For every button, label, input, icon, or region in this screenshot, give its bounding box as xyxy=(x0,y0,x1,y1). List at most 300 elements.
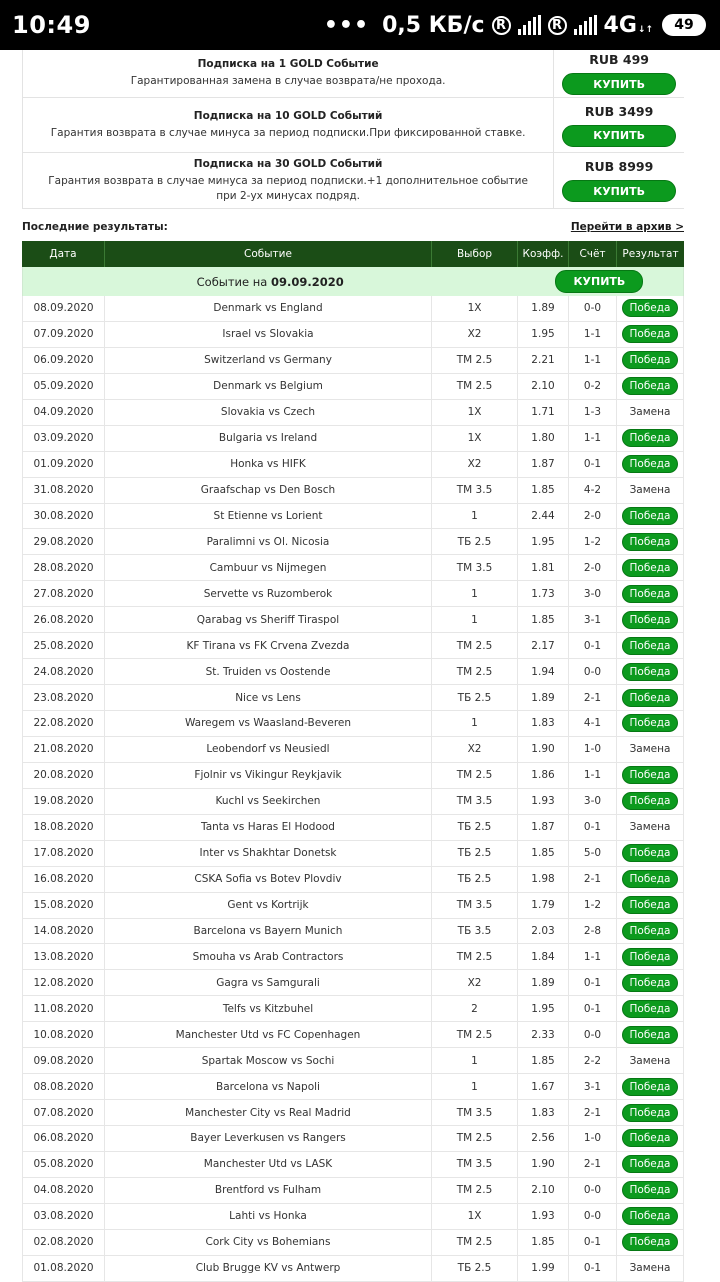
cell-date: 05.09.2020 xyxy=(22,374,105,399)
table-row xyxy=(22,659,684,685)
cell-date: 21.08.2020 xyxy=(22,737,105,762)
cell-event: Inter vs Shakhtar Donetsk xyxy=(105,841,432,866)
cell-result xyxy=(617,1230,684,1255)
cell-score: 0-1 xyxy=(569,1256,617,1281)
table-row xyxy=(22,1178,684,1204)
table-row xyxy=(22,1230,684,1256)
cell-event: KF Tirana vs FK Crvena Zvezda xyxy=(105,633,432,658)
cell-score: 1-2 xyxy=(569,893,617,918)
cell-pick: ТМ 2.5 xyxy=(432,633,518,658)
cell-pick: ТБ 2.5 xyxy=(432,815,518,840)
cell-pick: ТМ 2.5 xyxy=(432,1022,518,1047)
cell-result xyxy=(617,555,684,580)
network-type xyxy=(604,13,653,38)
cell-date: 18.08.2020 xyxy=(22,815,105,840)
status-bar xyxy=(0,0,720,50)
result-win-badge: Победа xyxy=(622,1233,679,1251)
cell-date: 04.09.2020 xyxy=(22,400,105,425)
table-row xyxy=(22,996,684,1022)
cell-date: 08.09.2020 xyxy=(22,296,105,321)
column-header-result: Результат xyxy=(622,248,679,260)
result-win-badge: Победа xyxy=(622,714,679,732)
cell-event: Qarabag vs Sheriff Tiraspol xyxy=(105,607,432,632)
result-win-badge: Победа xyxy=(622,455,679,473)
cell-result xyxy=(617,867,684,892)
cell-result xyxy=(617,1074,684,1099)
cell-odds: 2.56 xyxy=(518,1126,569,1151)
cell-odds: 1.95 xyxy=(518,529,569,554)
result-win-badge: Победа xyxy=(622,922,679,940)
buy-button[interactable]: КУПИТЬ xyxy=(562,125,676,147)
result-win-badge: Победа xyxy=(622,1181,679,1199)
cell-event: Denmark vs Belgium xyxy=(105,374,432,399)
cell-date: 09.08.2020 xyxy=(22,1048,105,1073)
result-win-badge: Победа xyxy=(622,792,679,810)
cell-pick: X2 xyxy=(432,970,518,995)
cell-result xyxy=(617,400,684,425)
cell-score: 5-0 xyxy=(569,841,617,866)
cell-event: Servette vs Ruzomberok xyxy=(105,581,432,606)
cell-result xyxy=(617,711,684,736)
cell-result xyxy=(617,529,684,554)
subscription-title: Подписка на 10 GOLD Событий xyxy=(193,109,383,122)
network-speed: 0,5 КБ/с xyxy=(382,12,485,38)
cell-score: 1-2 xyxy=(569,529,617,554)
table-row xyxy=(22,633,684,659)
cell-score: 0-0 xyxy=(569,1204,617,1229)
subscription-row xyxy=(22,50,684,98)
cell-score: 2-0 xyxy=(569,555,617,580)
table-row xyxy=(22,711,684,737)
cell-event: Smouha vs Arab Contractors xyxy=(105,944,432,969)
cell-date: 28.08.2020 xyxy=(22,555,105,580)
cell-event: Manchester Utd vs FC Copenhagen xyxy=(105,1022,432,1047)
table-body xyxy=(22,296,684,1282)
cell-result xyxy=(617,1256,684,1281)
cell-result xyxy=(617,1022,684,1047)
result-win-badge: Победа xyxy=(622,325,679,343)
cell-pick: 2 xyxy=(432,996,518,1021)
column-header-date: Дата xyxy=(22,241,105,267)
cell-odds: 1.87 xyxy=(518,452,569,477)
cell-score: 1-1 xyxy=(569,763,617,788)
cell-date: 19.08.2020 xyxy=(22,789,105,814)
cell-pick: ТМ 2.5 xyxy=(432,1126,518,1151)
cell-date: 01.08.2020 xyxy=(22,1256,105,1281)
cell-date: 01.09.2020 xyxy=(22,452,105,477)
result-replace-label: Замена xyxy=(629,743,671,756)
cell-date: 06.09.2020 xyxy=(22,348,105,373)
subscription-price: RUB 3499 xyxy=(584,103,654,119)
cell-pick: ТБ 2.5 xyxy=(432,867,518,892)
result-win-badge: Победа xyxy=(622,299,679,317)
cell-date: 06.08.2020 xyxy=(22,1126,105,1151)
cell-score: 0-0 xyxy=(569,659,617,684)
table-row xyxy=(22,374,684,400)
cell-result xyxy=(617,1178,684,1203)
result-win-badge: Победа xyxy=(622,948,679,966)
cell-pick: ТБ 2.5 xyxy=(432,685,518,710)
cell-pick: 1X xyxy=(432,426,518,451)
cell-event: Waregem vs Waasland-Beveren xyxy=(105,711,432,736)
cell-event: Paralimni vs Ol. Nicosia xyxy=(105,529,432,554)
cell-odds: 1.90 xyxy=(518,737,569,762)
cell-event: CSKA Sofia vs Botev Plovdiv xyxy=(105,867,432,892)
cell-date: 30.08.2020 xyxy=(22,504,105,529)
network-type-label: 4G xyxy=(603,12,637,38)
cell-date: 11.08.2020 xyxy=(22,996,105,1021)
result-win-badge: Победа xyxy=(622,766,679,784)
cell-event: Israel vs Slovakia xyxy=(105,322,432,347)
cell-odds: 2.44 xyxy=(518,504,569,529)
table-row xyxy=(22,1126,684,1152)
status-icons xyxy=(324,13,706,38)
table-row xyxy=(22,1256,684,1282)
cell-pick: ТМ 3.5 xyxy=(432,1152,518,1177)
result-win-badge: Победа xyxy=(622,429,679,447)
result-replace-label: Замена xyxy=(629,406,671,419)
cell-score: 4-2 xyxy=(569,478,617,503)
cell-score: 1-1 xyxy=(569,426,617,451)
cell-odds: 1.79 xyxy=(518,893,569,918)
promo-text xyxy=(23,275,517,289)
subscription-description: Гарантия возврата в случае минуса за период подписки.+1 дополнительное событие при 2-ух минусах подряд. xyxy=(48,174,528,202)
subscription-row xyxy=(22,98,684,153)
cell-pick: ТМ 2.5 xyxy=(432,659,518,684)
cell-odds: 1.89 xyxy=(518,970,569,995)
cell-result xyxy=(617,659,684,684)
table-row xyxy=(22,1100,684,1126)
cell-result xyxy=(617,296,684,321)
cell-odds: 2.03 xyxy=(518,919,569,944)
cell-odds: 1.89 xyxy=(518,296,569,321)
cell-date: 10.08.2020 xyxy=(22,1022,105,1047)
table-row xyxy=(22,529,684,555)
promo-buy-button[interactable]: КУПИТЬ xyxy=(555,270,643,293)
result-replace-label: Замена xyxy=(629,484,671,497)
cell-event: St. Truiden vs Oostende xyxy=(105,659,432,684)
table-row xyxy=(22,1048,684,1074)
cell-date: 24.08.2020 xyxy=(22,659,105,684)
cell-event: Club Brugge KV vs Antwerp xyxy=(105,1256,432,1281)
cell-date: 23.08.2020 xyxy=(22,685,105,710)
table-row xyxy=(22,1152,684,1178)
cell-event: Slovakia vs Czech xyxy=(105,400,432,425)
cell-odds: 1.93 xyxy=(518,789,569,814)
cell-event: Fjolnir vs Vikingur Reykjavik xyxy=(105,763,432,788)
cell-result xyxy=(617,607,684,632)
subscription-price: RUB 8999 xyxy=(584,159,654,174)
cell-date: 14.08.2020 xyxy=(22,919,105,944)
cell-event: Barcelona vs Napoli xyxy=(105,1074,432,1099)
cell-result xyxy=(617,374,684,399)
results-table xyxy=(22,241,684,1282)
cell-score: 0-1 xyxy=(569,970,617,995)
table-row xyxy=(22,1204,684,1230)
cell-result xyxy=(617,1126,684,1151)
cell-odds: 2.10 xyxy=(518,1178,569,1203)
column-header-event: Событие xyxy=(105,241,432,267)
column-header-pick: Выбор xyxy=(432,241,518,267)
table-row xyxy=(22,789,684,815)
cell-event: Lahti vs Honka xyxy=(105,1204,432,1229)
cell-result xyxy=(617,789,684,814)
cell-event: Bayer Leverkusen vs Rangers xyxy=(105,1126,432,1151)
cell-event: St Etienne vs Lorient xyxy=(105,504,432,529)
cell-date: 07.09.2020 xyxy=(22,322,105,347)
subscription-purchase xyxy=(554,153,684,208)
subscription-info xyxy=(23,153,554,208)
cell-pick: 1X xyxy=(432,1204,518,1229)
cell-event: Nice vs Lens xyxy=(105,685,432,710)
cell-event: Kuchl vs Seekirchen xyxy=(105,789,432,814)
cell-result xyxy=(617,944,684,969)
cell-odds: 1.67 xyxy=(518,1074,569,1099)
subscription-title: Подписка на 30 GOLD Событий xyxy=(193,157,383,170)
cell-result xyxy=(617,581,684,606)
table-row xyxy=(22,348,684,374)
result-win-badge: Победа xyxy=(622,377,679,395)
cell-score: 2-1 xyxy=(569,867,617,892)
result-replace-label: Замена xyxy=(629,1262,671,1275)
cell-event: Denmark vs England xyxy=(105,296,432,321)
table-row xyxy=(22,919,684,945)
cell-odds: 1.81 xyxy=(518,555,569,580)
cell-pick: 1 xyxy=(432,607,518,632)
cell-result xyxy=(617,763,684,788)
promo-button-wrap xyxy=(517,270,683,293)
subscription-info xyxy=(23,50,554,97)
cell-result xyxy=(617,1100,684,1125)
cell-pick: ТМ 3.5 xyxy=(432,893,518,918)
cell-result xyxy=(617,322,684,347)
signal-icon-2 xyxy=(574,15,597,35)
cell-pick: ТБ 2.5 xyxy=(432,841,518,866)
table-header xyxy=(22,241,684,267)
cell-date: 25.08.2020 xyxy=(22,633,105,658)
cell-result xyxy=(617,919,684,944)
cell-score: 3-0 xyxy=(569,789,617,814)
cell-event: Bulgaria vs Ireland xyxy=(105,426,432,451)
cell-odds: 1.93 xyxy=(518,1204,569,1229)
cell-date: 16.08.2020 xyxy=(22,867,105,892)
cell-odds: 1.85 xyxy=(518,1230,569,1255)
cell-pick: ТБ 2.5 xyxy=(432,529,518,554)
cell-date: 03.09.2020 xyxy=(22,426,105,451)
cell-score: 0-1 xyxy=(569,1230,617,1255)
subscription-purchase xyxy=(554,98,684,152)
cell-odds: 2.21 xyxy=(518,348,569,373)
subscription-price: RUB 499 xyxy=(589,52,649,67)
cell-date: 20.08.2020 xyxy=(22,763,105,788)
result-win-badge: Победа xyxy=(622,533,679,551)
promo-prefix: Событие на xyxy=(196,274,268,289)
cell-score: 3-0 xyxy=(569,581,617,606)
cell-result xyxy=(617,815,684,840)
cell-score: 1-3 xyxy=(569,400,617,425)
cell-score: 3-1 xyxy=(569,607,617,632)
cell-score: 2-2 xyxy=(569,1048,617,1073)
result-win-badge: Победа xyxy=(622,1155,679,1173)
table-row xyxy=(22,322,684,348)
table-row xyxy=(22,685,684,711)
result-win-badge: Победа xyxy=(622,1104,679,1122)
buy-button[interactable]: КУПИТЬ xyxy=(562,73,676,95)
result-win-badge: Победа xyxy=(622,1129,679,1147)
cell-result xyxy=(617,996,684,1021)
table-row xyxy=(22,296,684,322)
signal-icon xyxy=(518,15,541,35)
cell-pick: ТМ 2.5 xyxy=(432,944,518,969)
table-row xyxy=(22,452,684,478)
subscription-purchase xyxy=(554,50,684,97)
result-win-badge: Победа xyxy=(622,844,679,862)
table-row xyxy=(22,555,684,581)
cell-event: Gagra vs Samgurali xyxy=(105,970,432,995)
promo-date: 09.09.2020 xyxy=(271,274,344,289)
cell-score: 2-8 xyxy=(569,919,617,944)
cell-odds: 1.95 xyxy=(518,996,569,1021)
cell-pick: X2 xyxy=(432,452,518,477)
cell-odds: 2.33 xyxy=(518,1022,569,1047)
subscription-description: Гарантированная замена в случае возврата/не прохода. xyxy=(130,75,446,87)
column-header-score: Счёт xyxy=(569,241,617,267)
result-win-badge: Победа xyxy=(622,663,679,681)
cell-score: 1-0 xyxy=(569,737,617,762)
cell-odds: 1.99 xyxy=(518,1256,569,1281)
cell-odds: 1.98 xyxy=(518,867,569,892)
table-row xyxy=(22,841,684,867)
cell-result xyxy=(617,1204,684,1229)
cell-date: 13.08.2020 xyxy=(22,944,105,969)
data-activity-icon: ↓↑ xyxy=(637,24,653,35)
cell-result xyxy=(617,970,684,995)
cell-event: Leobendorf vs Neusiedl xyxy=(105,737,432,762)
cell-score: 4-1 xyxy=(569,711,617,736)
subscription-description: Гарантия возврата в случае минуса за период подписки.При фиксированной ставке. xyxy=(50,126,526,139)
cell-odds: 2.10 xyxy=(518,374,569,399)
cell-pick: ТБ 3.5 xyxy=(432,919,518,944)
cell-date: 04.08.2020 xyxy=(22,1178,105,1203)
cell-odds: 1.85 xyxy=(518,841,569,866)
cell-pick: ТМ 2.5 xyxy=(432,374,518,399)
cell-score: 0-1 xyxy=(569,815,617,840)
results-header xyxy=(22,218,684,236)
table-row xyxy=(22,815,684,841)
cell-pick: 1 xyxy=(432,504,518,529)
cell-pick: 1X xyxy=(432,400,518,425)
table-row xyxy=(22,737,684,763)
result-win-badge: Победа xyxy=(622,896,679,914)
cell-pick: ТМ 3.5 xyxy=(432,555,518,580)
cell-pick: 1 xyxy=(432,581,518,606)
cell-score: 1-0 xyxy=(569,1126,617,1151)
cell-odds: 1.87 xyxy=(518,815,569,840)
cell-result xyxy=(617,1048,684,1073)
cell-score: 2-1 xyxy=(569,685,617,710)
table-row xyxy=(22,478,684,504)
result-win-badge: Победа xyxy=(622,351,679,369)
result-win-badge: Победа xyxy=(622,689,679,707)
cell-result xyxy=(617,737,684,762)
result-win-badge: Победа xyxy=(622,1026,679,1044)
cell-event: Manchester Utd vs LASK xyxy=(105,1152,432,1177)
cell-date: 15.08.2020 xyxy=(22,893,105,918)
cell-date: 17.08.2020 xyxy=(22,841,105,866)
archive-link[interactable]: Перейти в архив > xyxy=(570,221,684,233)
cell-odds: 1.90 xyxy=(518,1152,569,1177)
result-replace-label: Замена xyxy=(629,1054,671,1067)
cell-odds: 1.94 xyxy=(518,659,569,684)
next-event-promo xyxy=(22,267,684,296)
cell-odds: 1.89 xyxy=(518,685,569,710)
result-win-badge: Победа xyxy=(622,1000,679,1018)
cell-score: 2-1 xyxy=(569,1152,617,1177)
cell-event: Gent vs Kortrijk xyxy=(105,893,432,918)
result-win-badge: Победа xyxy=(622,559,679,577)
cell-pick: ТМ 3.5 xyxy=(432,789,518,814)
table-row xyxy=(22,944,684,970)
cell-date: 05.08.2020 xyxy=(22,1152,105,1177)
result-win-badge: Победа xyxy=(622,870,679,888)
table-row xyxy=(22,970,684,996)
cell-odds: 1.84 xyxy=(518,944,569,969)
more-notifications-icon: ••• xyxy=(323,12,370,38)
cell-score: 0-0 xyxy=(569,1178,617,1203)
cell-score: 0-0 xyxy=(569,1022,617,1047)
cell-odds: 1.80 xyxy=(518,426,569,451)
cell-event: Tanta vs Haras El Hodood xyxy=(105,815,432,840)
result-replace-label: Замена xyxy=(629,821,671,834)
cell-odds: 1.83 xyxy=(518,1100,569,1125)
cell-result xyxy=(617,452,684,477)
subscription-info xyxy=(23,98,554,152)
cell-score: 0-0 xyxy=(569,296,617,321)
cell-pick: ТБ 2.5 xyxy=(432,1256,518,1281)
buy-button[interactable]: КУПИТЬ xyxy=(562,180,676,202)
cell-date: 22.08.2020 xyxy=(22,711,105,736)
results-title: Последние результаты: xyxy=(22,221,168,233)
cell-pick: ТМ 2.5 xyxy=(432,1230,518,1255)
cell-score: 2-0 xyxy=(569,504,617,529)
roaming-icon-2: R xyxy=(548,16,567,35)
cell-pick: ТМ 2.5 xyxy=(432,348,518,373)
cell-result xyxy=(617,348,684,373)
cell-pick: 1 xyxy=(432,1074,518,1099)
cell-date: 26.08.2020 xyxy=(22,607,105,632)
column-header-odds: Коэфф. xyxy=(518,241,569,267)
cell-odds: 1.85 xyxy=(518,607,569,632)
cell-pick: 1 xyxy=(432,1048,518,1073)
cell-result xyxy=(617,1152,684,1177)
cell-event: Brentford vs Fulham xyxy=(105,1178,432,1203)
table-row xyxy=(22,426,684,452)
cell-score: 0-2 xyxy=(569,374,617,399)
cell-date: 12.08.2020 xyxy=(22,970,105,995)
subscription-row xyxy=(22,153,684,209)
table-row xyxy=(22,1074,684,1100)
cell-score: 0-1 xyxy=(569,996,617,1021)
cell-result xyxy=(617,478,684,503)
cell-date: 27.08.2020 xyxy=(22,581,105,606)
result-win-badge: Победа xyxy=(622,637,679,655)
cell-score: 0-1 xyxy=(569,633,617,658)
cell-event: Cork City vs Bohemians xyxy=(105,1230,432,1255)
cell-odds: 2.17 xyxy=(518,633,569,658)
cell-pick: 1X xyxy=(432,296,518,321)
cell-date: 08.08.2020 xyxy=(22,1074,105,1099)
cell-event: Honka vs HIFK xyxy=(105,452,432,477)
